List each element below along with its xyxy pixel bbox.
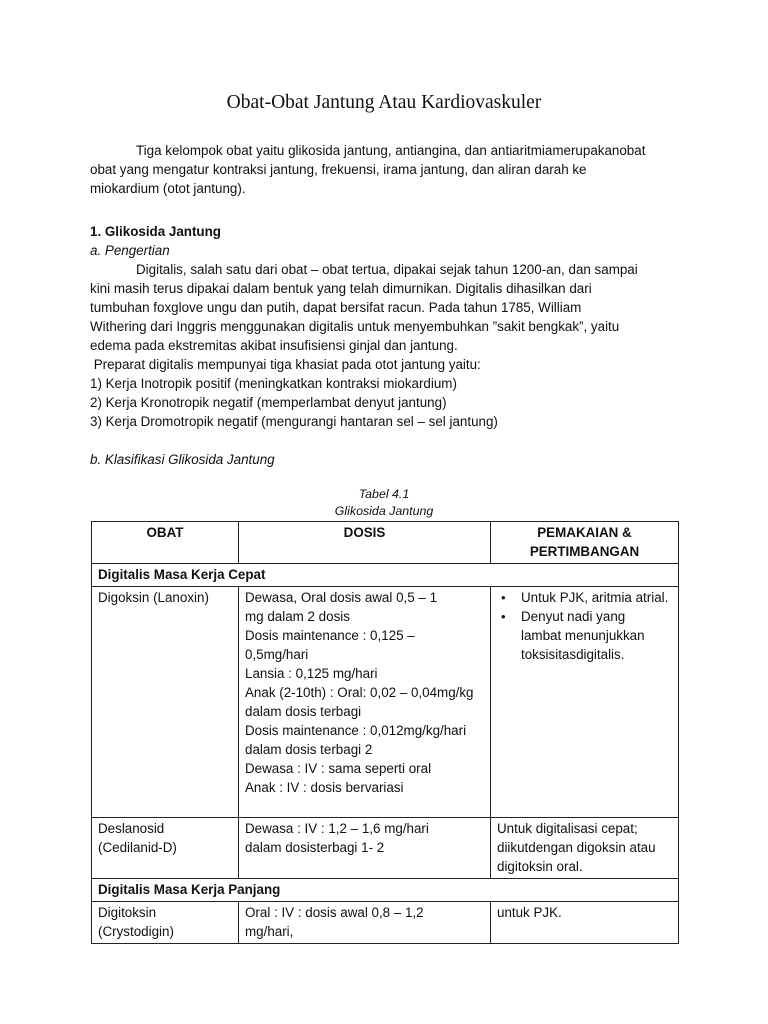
body-line: kini masih terus dipakai dalam bentuk yang telah dimurnikan. Digitalis dihasilkan dari — [90, 281, 592, 296]
dosis-line: dalam dosisterbagi 1- 2 — [245, 840, 385, 855]
cell-dosis — [239, 818, 491, 879]
dosis-line: mg dalam 2 dosis — [245, 609, 350, 624]
bullet-text: toksisitasdigitalis. — [521, 647, 625, 662]
pemakaian-line: Untuk digitalisasi cepat; — [497, 821, 638, 836]
dosis-line: Anak (2-10th) : Oral: 0,02 – 0,04mg/kg — [245, 685, 474, 700]
cell-dosis — [239, 902, 491, 944]
cell-dosis — [239, 587, 491, 818]
bullet-item — [521, 588, 672, 607]
dosis-line: Dewasa, Oral dosis awal 0,5 – 1 — [245, 590, 438, 605]
header-line: PERTIMBANGAN — [529, 544, 640, 559]
dosis-line: mg/hari, — [245, 924, 294, 939]
list-item: 1) Kerja Inotropik positif (meningkatkan kontraksi miokardium) — [90, 376, 457, 391]
dosis-line: Dewasa : IV : 1,2 – 1,6 mg/hari — [245, 821, 429, 836]
table-row — [92, 902, 679, 944]
section-heading: 1. Glikosida Jantung — [90, 224, 221, 239]
bullet-list — [497, 588, 672, 664]
section-label-long: Digitalis Masa Kerja Panjang — [92, 879, 679, 902]
column-header-pemakaian — [491, 522, 679, 564]
pemakaian-line: diikutdengan digoksin atau — [497, 840, 656, 855]
section-label-fast: Digitalis Masa Kerja Cepat — [92, 564, 679, 587]
table-row — [92, 818, 679, 879]
intro-line: miokardium (otot jantung). — [90, 181, 246, 196]
cell-obat — [92, 818, 239, 879]
table-row — [92, 587, 679, 818]
cell-obat: Digoksin (Lanoxin) — [92, 587, 239, 818]
dosis-line: Dosis maintenance : 0,125 – — [245, 628, 415, 643]
body-line: Preparat digitalis mempunyai tiga khasiat pada otot jantung yaitu: — [90, 357, 481, 372]
dosis-line: dalam dosis terbagi — [245, 704, 362, 719]
body-line: Withering dari Inggris menggunakan digitalis untuk menyembuhkan ”sakit bengkak”, yaitu — [90, 319, 620, 334]
subsection-a-heading: a. Pengertian — [90, 243, 170, 258]
intro-paragraph — [90, 141, 680, 198]
table-caption-title: Glikosida Jantung — [334, 504, 434, 518]
column-header-obat: OBAT — [92, 522, 239, 564]
table-caption-number: Tabel 4.1 — [358, 487, 410, 501]
obat-line: (Cedilanid-D) — [98, 840, 177, 855]
table-header-row — [92, 522, 679, 564]
dosis-line: Dewasa : IV : sama seperti oral — [245, 761, 432, 776]
table-section-row — [92, 879, 679, 902]
body-line: Digitalis, salah satu dari obat – obat tertua, dipakai sejak tahun 1200-an, dan sampai — [136, 262, 638, 277]
header-line: PEMAKAIAN & — [537, 525, 632, 540]
obat-line: Digitoksin — [98, 905, 157, 920]
intro-line: obat yang mengatur kontraksi jantung, frekuensi, irama jantung, dan aliran darah ke — [90, 162, 587, 177]
list-item: 2) Kerja Kronotropik negatif (memperlambat denyut jantung) — [90, 395, 447, 410]
intro-line: Tiga kelompok obat yaitu glikosida jantung, antiangina, dan antiaritmiamerupakanobat — [136, 143, 646, 158]
body-line: tumbuhan foxglove ungu dan putih, dapat bersifat racun. Pada tahun 1785, William — [90, 300, 582, 315]
body-line: edema pada ekstremitas akibat insufisiensi ginjal dan jantung. — [90, 338, 458, 353]
obat-line: Deslanosid — [98, 821, 165, 836]
cell-obat — [92, 902, 239, 944]
dosis-line: Lansia : 0,125 mg/hari — [245, 666, 378, 681]
bullet-text: lambat menunjukkan — [521, 628, 645, 643]
section-1 — [90, 222, 680, 431]
glycoside-table — [91, 521, 679, 944]
cell-pemakaian — [491, 818, 679, 879]
bullet-text: Untuk PJK, aritmia atrial. — [521, 590, 669, 605]
obat-line: (Crystodigin) — [98, 924, 174, 939]
dosis-line: dalam dosis terbagi 2 — [245, 742, 373, 757]
page-title: Obat-Obat Jantung Atau Kardiovaskuler — [226, 92, 542, 113]
table-section-row — [92, 564, 679, 587]
pemakaian-line: digitoksin oral. — [497, 859, 583, 874]
dosis-line: Anak : IV : dosis bervariasi — [245, 780, 404, 795]
cell-pemakaian — [491, 587, 679, 818]
dosis-line: 0,5mg/hari — [245, 647, 309, 662]
bullet-text: • Denyut nadi yang — [521, 609, 626, 624]
list-item: 3) Kerja Dromotropik negatif (mengurangi hantaran sel – sel jantung) — [90, 414, 498, 429]
dosis-line: Oral : IV : dosis awal 0,8 – 1,2 — [245, 905, 424, 920]
dosis-line: Dosis maintenance : 0,012mg/kg/hari — [245, 723, 467, 738]
subsection-b-heading: b. Klasifikasi Glikosida Jantung — [90, 452, 275, 467]
bullet-item — [521, 607, 672, 664]
column-header-dosis: DOSIS — [239, 522, 491, 564]
cell-pemakaian: untuk PJK. — [491, 902, 679, 944]
